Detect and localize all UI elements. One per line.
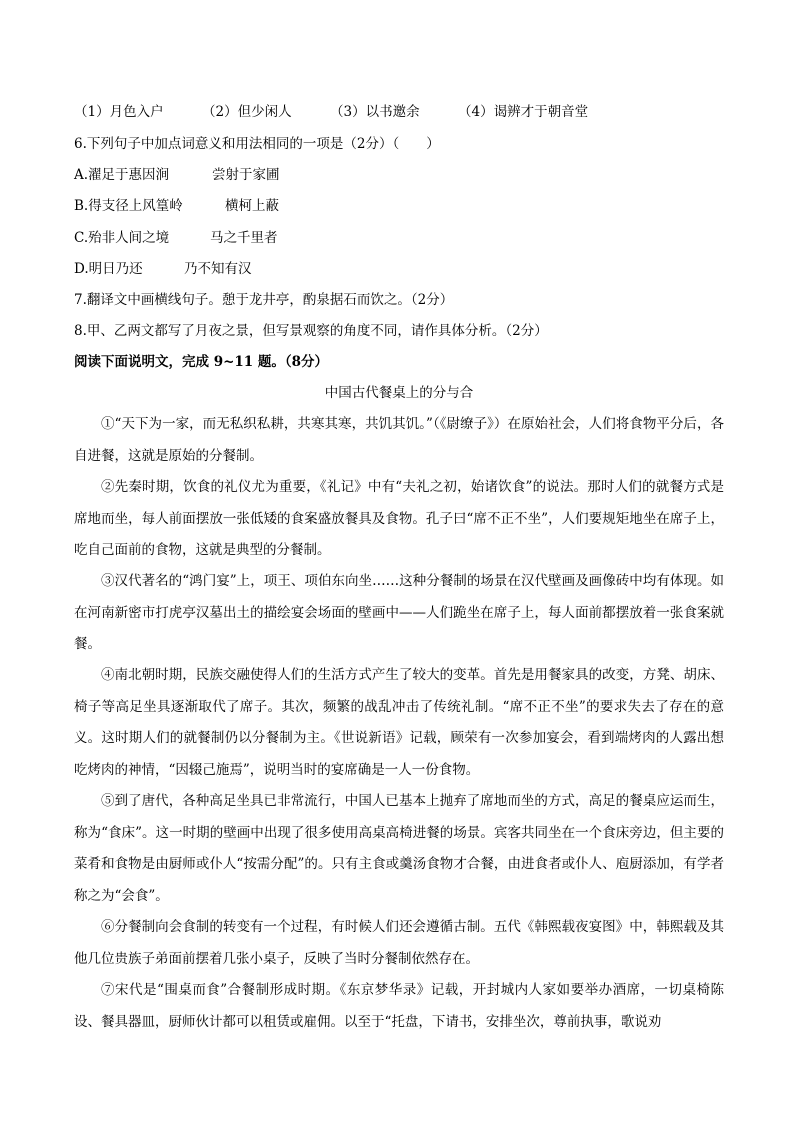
option-2: （2）但少闲人 bbox=[202, 104, 292, 120]
options-line bbox=[74, 103, 724, 121]
option-d-left: D.明日乃还 bbox=[74, 261, 143, 277]
option-c-left: C.殆非人间之境 bbox=[74, 230, 170, 246]
paragraph-4: ④南北朝时期，民族交融使得人们的生活方式产生了较大的变革。首先是用餐家具的改变，方凳、胡床、椅子等高足坐具逐渐取代了席子。其次，频繁的战乱冲击了传统礼制。“席不正不坐”的要求失去了存在的意义。这时期人们的就餐制仍以分餐制为主。《世说新语》记载，顾荣有一次参加宴会，看到端烤肉的人露出想吃烤肉的神情，“因辍己施焉”，说明当时的宴席确是一人一份食物。 bbox=[74, 667, 724, 778]
option-c-right: 马之千里者 bbox=[210, 230, 278, 246]
question-6-option-a bbox=[74, 166, 724, 184]
question-6-option-b bbox=[74, 197, 724, 215]
paragraph-3: ③汉代著名的“鸿门宴”上，项王、项伯东向坐……这种分餐制的场景在汉代壁画及画像砖中均有体现。如在河南新密市打虎亭汉墓出土的描绘宴会场面的壁画中——人们跪坐在席子上，每人面前都摆放着一张食案就餐。 bbox=[74, 573, 724, 652]
option-b-left: B.得支径上风篁岭 bbox=[74, 198, 183, 214]
question-6-option-c bbox=[74, 229, 724, 247]
question-7: 7.翻译文中画横线句子。憩于龙井亭，酌泉据石而饮之。（2分） bbox=[74, 292, 454, 308]
option-1: （1）月色入户 bbox=[74, 104, 164, 120]
article-title: 中国古代餐桌上的分与合 bbox=[324, 385, 474, 401]
paragraph-5: ⑤到了唐代，各种高足坐具已非常流行，中国人已基本上抛弃了席地而坐的方式，高足的餐桌应运而生，称为“食床”。这一时期的壁画中出现了很多使用高桌高椅进餐的场景。宾客共同坐在一个食床旁边，但主要的菜肴和食物是由厨师或仆人“按需分配”的。只有主食或羹汤食物才合餐，由进食者或仆人、庖厨添加，有学者称之为“会食”。 bbox=[74, 793, 724, 904]
question-6-option-d bbox=[74, 260, 724, 278]
paragraph-6: ⑥分餐制向会食制的转变有一个过程，有时候人们还会遵循古制。五代《韩熙载夜宴图》中，韩熙载及其他几位贵族子弟面前摆着几张小桌子，反映了当时分餐制依然存在。 bbox=[74, 919, 724, 967]
option-3: （3）以书邀余 bbox=[330, 104, 420, 120]
paragraph-7: ⑦宋代是“围桌而食”合餐制形成时期。《东京梦华录》记载，开封城内人家如要举办酒席，一切桌椅陈设、餐具器皿，厨师伙计都可以租赁或雇佣。以至于“托盘，下请书，安排坐次，尊前执事，歌说劝 bbox=[74, 982, 724, 1030]
option-4: （4）谒辨才于朝音堂 bbox=[458, 104, 589, 120]
option-b-right: 横柯上蔽 bbox=[225, 198, 279, 214]
option-a-left: A.濯足于惠因涧 bbox=[74, 167, 170, 183]
option-a-right: 尝射于家圃 bbox=[212, 167, 280, 183]
question-6-stem: 6.下列句子中加点词意义和用法相同的一项是（2分）（ ） bbox=[74, 136, 440, 152]
section-heading: 阅读下面说明文，完成 9~11 题。（8分） bbox=[74, 354, 329, 370]
option-d-right: 乃不知有汉 bbox=[184, 261, 252, 277]
question-8: 8.甲、乙两文都写了月夜之景，但写景观察的角度不同，请作具体分析。（2分） bbox=[74, 323, 548, 339]
paragraph-1: ①“天下为一家，而无私织私耕，共寒其寒，共饥其饥。”（《尉缭子》）在原始社会，人们将食物平分后，各自进餐，这就是原始的分餐制。 bbox=[74, 416, 724, 464]
paragraph-2: ②先秦时期，饮食的礼仪尤为重要，《礼记》中有“夫礼之初，始诸饮食”的说法。那时人们的就餐方式是席地而坐，每人前面摆放一张低矮的食案盛放餐具及食物。孔子曰“席不正不坐”，人们要规矩地坐在席子上，吃自己面前的食物，这就是典型的分餐制。 bbox=[74, 479, 724, 558]
